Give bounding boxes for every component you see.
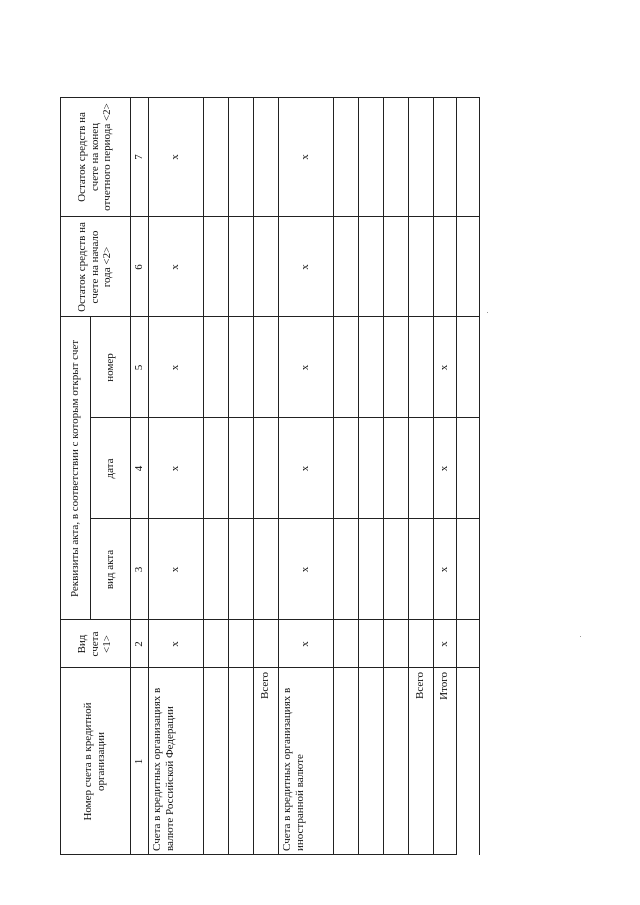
- header-act-number: номер: [103, 353, 116, 382]
- row-line: [358, 97, 359, 855]
- x-mark: x: [438, 566, 451, 573]
- accounts-table: [60, 97, 480, 855]
- row-line: [456, 97, 457, 855]
- x-mark: x: [299, 566, 312, 573]
- x-mark: x: [169, 566, 182, 573]
- section-title-rub: Счета в кредитных организациях в валюте Российской Федерации: [151, 687, 176, 851]
- column-number: 7: [132, 154, 145, 160]
- column-number: 5: [132, 364, 145, 371]
- section-title-foreign: Счета в кредитных организациях в иностранной валюте: [281, 687, 306, 851]
- header-balance-start: Остаток средств на счете на начало года <2>: [76, 222, 114, 312]
- x-mark: x: [299, 465, 312, 472]
- x-mark: x: [299, 154, 312, 160]
- header-balance-end: Остаток средств на счете на конец отчетного периода <2>: [76, 103, 114, 211]
- column-number: 1: [132, 758, 145, 765]
- scan-speck: [487, 312, 488, 313]
- row-line: [333, 97, 334, 855]
- header-account-number: Номер счета в кредитной организации: [82, 702, 107, 821]
- column-number: 3: [132, 566, 145, 573]
- table-border-bottom: [479, 97, 480, 855]
- total-label-foreign: Всего: [414, 672, 427, 699]
- x-mark: x: [438, 641, 451, 647]
- header-act-details: Реквизиты акта, в соответствии с которым открыт счет: [68, 339, 81, 598]
- scan-speck: [580, 636, 581, 637]
- x-mark: x: [169, 154, 182, 160]
- row-line: [228, 97, 229, 855]
- column-number: 6: [132, 264, 145, 270]
- header-act-kind: вид акта: [103, 549, 116, 590]
- column-number: 2: [132, 641, 145, 647]
- x-mark: x: [169, 465, 182, 472]
- x-mark: x: [169, 264, 182, 270]
- grand-total-label: Итого: [438, 672, 451, 700]
- row-line: [383, 97, 384, 855]
- x-mark: x: [299, 264, 312, 270]
- x-mark: x: [299, 364, 312, 371]
- x-mark: x: [299, 641, 312, 647]
- column-number: 4: [132, 465, 145, 472]
- x-mark: x: [169, 364, 182, 371]
- x-mark: x: [438, 465, 451, 472]
- x-mark: x: [169, 641, 182, 647]
- x-mark: x: [438, 364, 451, 371]
- row-line: [203, 97, 204, 855]
- total-label-rub: Всего: [259, 672, 272, 699]
- header-account-type: Вид счета <1>: [76, 631, 114, 657]
- header-act-date: дата: [103, 458, 116, 479]
